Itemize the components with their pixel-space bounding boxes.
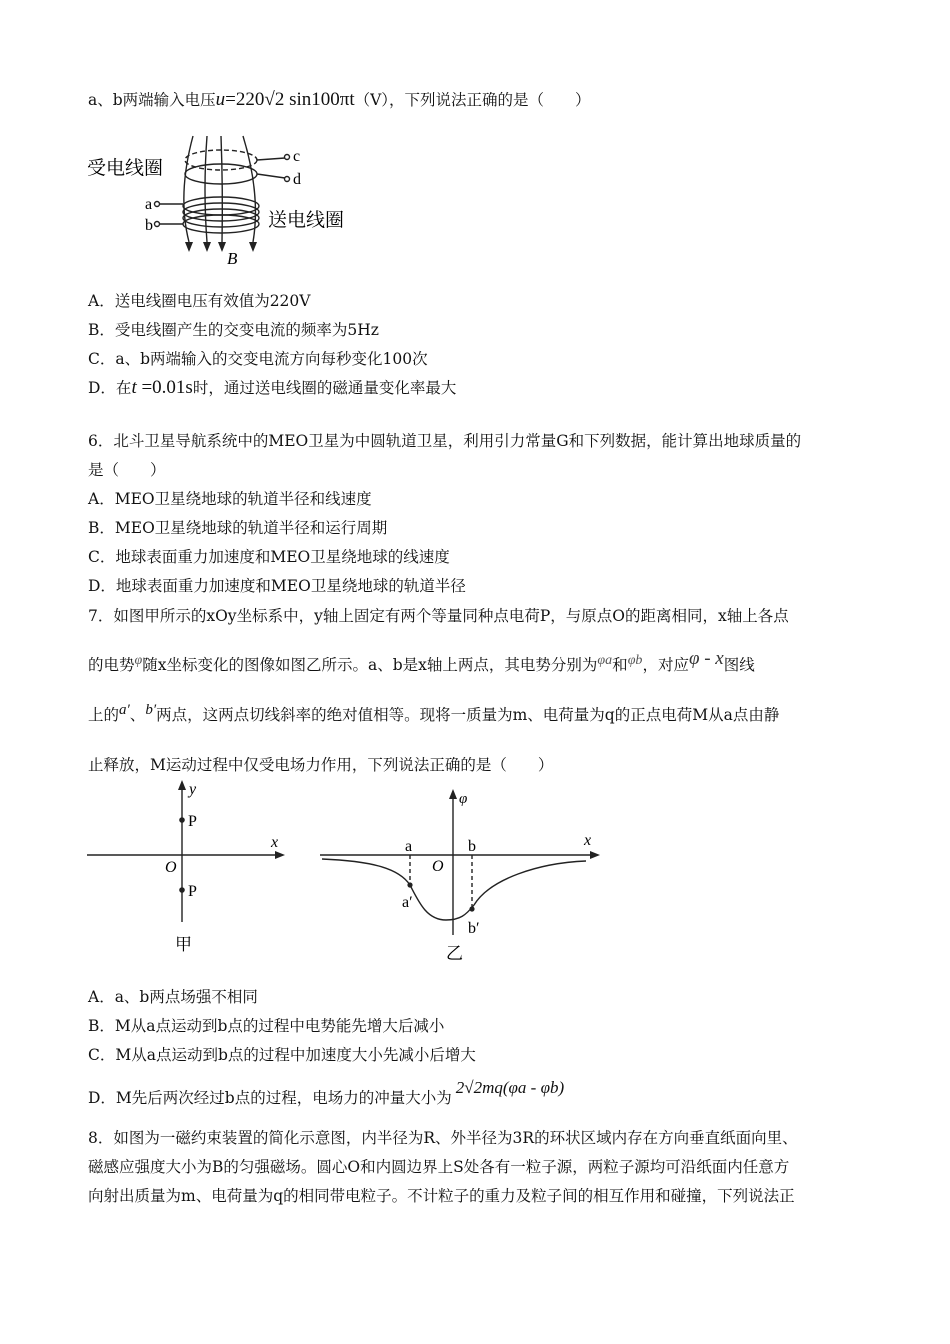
fig1-y-label: y [189,781,197,798]
fig2-point-a-prime: a′ [402,894,413,911]
figure-jia [85,780,290,960]
fig2-origin-label: O [432,858,444,875]
q8-stem-line2: 磁感应强度大小为B的匀强磁场。圆心O和内圆边界上S处各有一粒子源，两粒子源均可沿纸面内任意方 [88,1158,790,1176]
q5-option-c: C．a、b两端输入的交变电流方向每秒变化100次 [88,350,428,368]
fig2-point-b-prime: b′ [468,920,480,937]
q5-option-b: B．受电线圈产生的交变电流的频率为5Hz [88,321,379,339]
q5-option-d: D．在t =0.01s时，通过送电线圈的磁通量变化率最大 [88,377,457,398]
terminal-a: a [145,196,153,213]
terminal-c: c [293,148,301,165]
q8-stem-line1: 8．如图为一磁约束装置的简化示意图，内半径为R、外半径为3R的环状区域内存在方向垂直纸面向里、 [88,1129,798,1147]
q7-stem-line3: 上的$^{a'}$、$^{b'}$两点，这两点切线斜率的绝对值相等。现将一质量为m、电荷量为q的正点电荷M从a点由静 [88,702,780,725]
terminal-b: b [145,217,153,234]
coil-figure [85,130,365,270]
fig2-x-label: x [584,832,592,849]
q7-option-a: A．a、b两点场强不相同 [88,988,258,1006]
fig1-origin-label: O [165,859,177,876]
figure-yi [318,785,608,965]
fig2-point-a: a [405,838,413,855]
fig2-phi-label: φ [459,791,468,807]
fig2-point-b: b [468,838,476,855]
q7-stem-line1: 7．如图甲所示的xOy坐标系中，y轴上固定有两个等量同种点电荷P，与原点O的距离相同，x轴上各点 [88,607,789,625]
fig1-caption: 甲 [175,935,192,955]
q6-option-d: D．地球表面重力加速度和MEO卫星绕地球的轨道半径 [88,577,466,595]
q6-stem-line1: 6．北斗卫星导航系统中的MEO卫星为中圆轨道卫星，利用引力常量G和下列数据，能计算出地球质量的 [88,432,802,450]
q7-stem-line2: 的电势$^\varphi$随x坐标变化的图像如图乙所示。a、b是x轴上两点，其电势分别为$^{\varphi a}$和$^{\varphi b}$，对应$^{\varphi - x}$图线 [88,648,755,675]
field-B-label: B [227,249,238,268]
receiver-coil-label: 受电线圈 [87,157,164,179]
q5-option-a: A．送电线圈电压有效值为220V [88,292,311,310]
fig2-caption: 乙 [446,944,463,964]
q6-option-a: A．MEO卫星绕地球的轨道半径和线速度 [88,490,372,508]
q7-option-b: B．M从a点运动到b点的过程中电势能先增大后减小 [88,1017,445,1035]
fig1-x-label: x [271,834,279,851]
charge-P-upper: P [188,813,197,830]
q6-option-b: B．MEO卫星绕地球的轨道半径和运行周期 [88,519,388,537]
q6-option-c: C．地球表面重力加速度和MEO卫星绕地球的线速度 [88,548,450,566]
q8-stem-line3: 向射出质量为m、电荷量为q的相同带电粒子。不计粒子的重力及粒子间的相互作用和碰撞，下列说法正 [88,1187,795,1205]
charge-P-lower: P [188,883,197,900]
q7-optD-formula: 2√2mq(φa - φb) [455,1078,565,1097]
q5-stem: a、b两端输入电压u=220√2 sin100πt（V），下列说法正确的是（ ） [88,89,591,110]
q7-stem-line4: 止释放，M运动过程中仅受电场力作用，下列说法正确的是（ ） [88,756,554,774]
q6-stem-line2: 是（ ） [88,461,166,479]
q7-option-c: C．M从a点运动到b点的过程中加速度大小先减小后增大 [88,1046,476,1064]
q7-option-d: D．M先后两次经过b点的过程，电场力的冲量大小为2√2mq(φa - φb) [88,1078,565,1107]
terminal-d: d [293,171,301,188]
sender-coil-label: 送电线圈 [268,209,345,231]
